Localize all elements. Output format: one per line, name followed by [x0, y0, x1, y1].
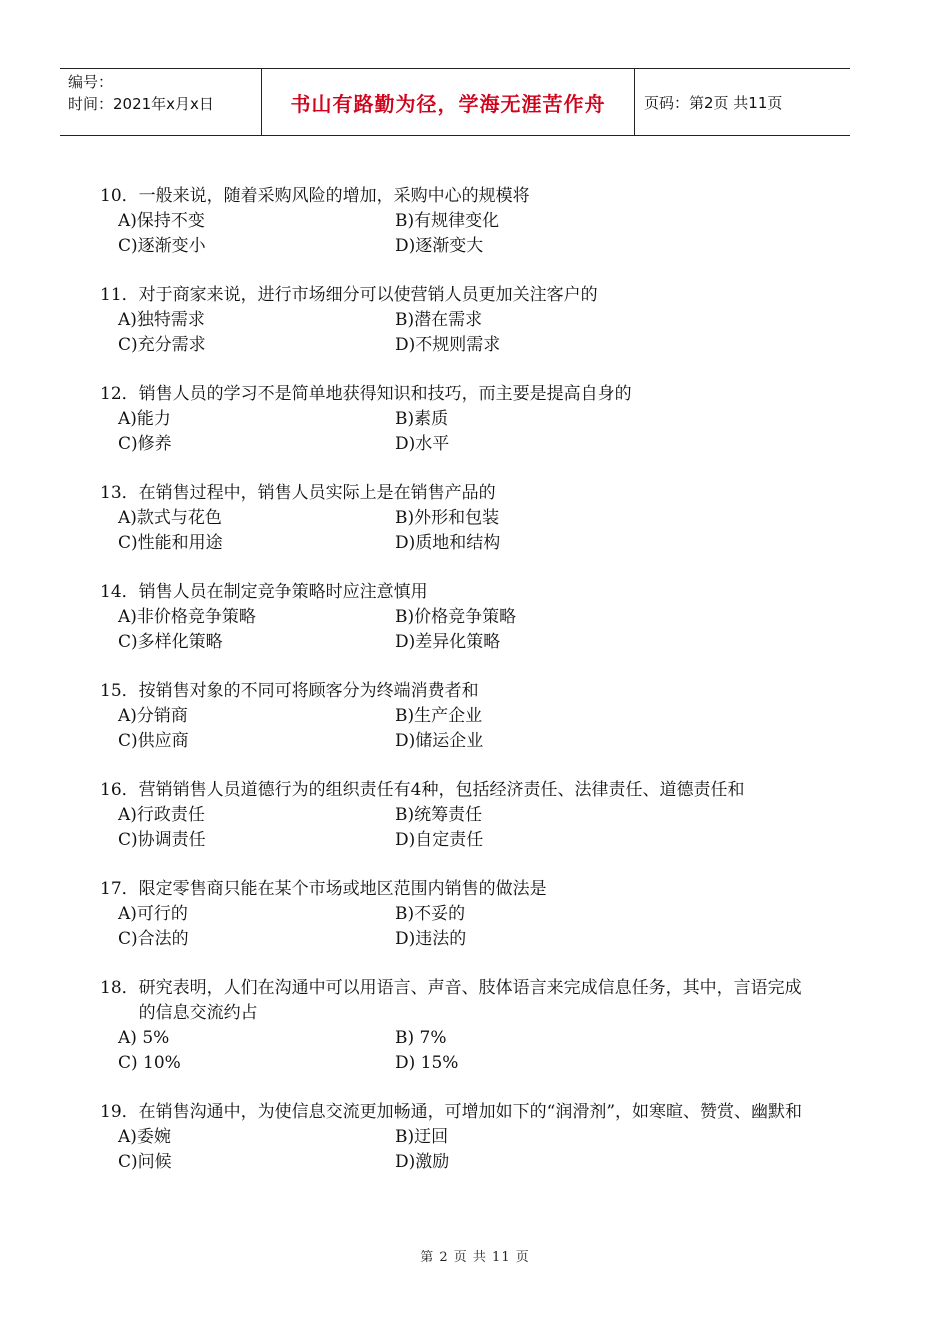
answer-option: A)委婉	[118, 1127, 171, 1147]
question-stem	[100, 580, 820, 605]
header-divider	[261, 69, 262, 135]
question-item	[100, 283, 820, 358]
question-item	[100, 778, 820, 853]
answer-option: D)水平	[395, 434, 450, 454]
option-grid	[118, 308, 820, 358]
answer-option: B)不妥的	[395, 904, 466, 924]
answer-option: C)逐渐变小	[118, 236, 206, 256]
option-grid	[118, 803, 820, 853]
option-grid	[118, 209, 820, 259]
question-stem	[100, 1100, 820, 1125]
answer-option: D)差异化策略	[395, 632, 501, 652]
answer-option: B)迂回	[395, 1127, 449, 1147]
page-footer: 第 2 页 共 11 页	[420, 1250, 530, 1265]
question-list	[100, 184, 820, 1199]
question-stem	[100, 184, 820, 209]
answer-option: C)协调责任	[118, 830, 206, 850]
answer-option: D) 15%	[395, 1053, 459, 1073]
question-text: 研究表明，人们在沟通中可以用语言、声音、肢体语言来完成信息任务，其中，言语完成的信息交流约占	[138, 978, 802, 1023]
answer-option: D)不规则需求	[395, 335, 501, 355]
question-number: 13．	[100, 483, 139, 503]
answer-option: D)违法的	[395, 929, 467, 949]
question-number: 17．	[100, 879, 139, 899]
answer-option: C)充分需求	[118, 335, 206, 355]
question-text: 按销售对象的不同可将顾客分为终端消费者和	[138, 681, 479, 701]
answer-option: C)问候	[118, 1152, 172, 1172]
answer-option: A)分销商	[118, 706, 188, 726]
question-stem	[100, 382, 820, 407]
answer-option: A)非价格竞争策略	[118, 607, 256, 627]
question-stem	[100, 877, 820, 902]
header-meta	[68, 71, 258, 115]
answer-option: D)自定责任	[395, 830, 484, 850]
question-number: 15．	[100, 681, 139, 701]
answer-option: C)合法的	[118, 929, 189, 949]
option-grid	[118, 704, 820, 754]
question-item	[100, 580, 820, 655]
answer-option: A)可行的	[118, 904, 188, 924]
page-header	[60, 68, 850, 136]
header-motto: 书山有路勤为径，学海无涯苦作舟	[290, 91, 606, 116]
question-item	[100, 481, 820, 556]
question-text: 在销售过程中，销售人员实际上是在销售产品的	[138, 483, 496, 503]
question-text: 营销销售人员道德行为的组织责任有4种，包括经济责任、法律责任、道德责任和	[138, 780, 745, 800]
question-stem	[100, 976, 820, 1026]
answer-option: B)素质	[395, 409, 449, 429]
option-grid	[118, 407, 820, 457]
question-text: 限定零售商只能在某个市场或地区范围内销售的做法是	[138, 879, 547, 899]
header-divider	[634, 69, 635, 135]
answer-option: C) 10%	[118, 1053, 181, 1073]
header-page-info: 页码：第2页 共11页	[644, 93, 783, 112]
answer-option: D)质地和结构	[395, 533, 501, 553]
question-item	[100, 1100, 820, 1175]
question-stem	[100, 778, 820, 803]
answer-option: A)行政责任	[118, 805, 205, 825]
answer-option: A)款式与花色	[118, 508, 222, 528]
option-grid	[118, 605, 820, 655]
question-number: 12．	[100, 384, 139, 404]
question-item	[100, 184, 820, 259]
question-text: 销售人员的学习不是简单地获得知识和技巧，而主要是提高自身的	[138, 384, 632, 404]
answer-option: B) 7%	[395, 1028, 447, 1048]
question-text: 对于商家来说，进行市场细分可以使营销人员更加关注客户的	[138, 285, 598, 305]
option-grid	[118, 1125, 820, 1175]
time-label: 时间：2021年x月x日	[68, 95, 214, 113]
answer-option: B)价格竞争策略	[395, 607, 517, 627]
question-number: 16．	[100, 780, 139, 800]
question-stem	[100, 481, 820, 506]
answer-option: D)激励	[395, 1152, 450, 1172]
question-stem	[100, 679, 820, 704]
question-number: 19．	[100, 1102, 139, 1122]
question-text: 在销售沟通中，为使信息交流更加畅通，可增加如下的“润滑剂”，如寒暄、赞赏、幽默和	[138, 1102, 803, 1122]
answer-option: D)逐渐变大	[395, 236, 484, 256]
question-text: 销售人员在制定竞争策略时应注意慎用	[138, 582, 428, 602]
answer-option: D)储运企业	[395, 731, 484, 751]
answer-option: B)生产企业	[395, 706, 483, 726]
question-number: 14．	[100, 582, 139, 602]
question-item	[100, 679, 820, 754]
number-label: 编号：	[68, 73, 114, 91]
question-number: 10．	[100, 186, 139, 206]
question-item	[100, 976, 820, 1076]
answer-option: C)性能和用途	[118, 533, 223, 553]
question-number: 18．	[100, 978, 139, 998]
question-item	[100, 382, 820, 457]
answer-option: B)潜在需求	[395, 310, 483, 330]
answer-option: C)供应商	[118, 731, 189, 751]
answer-option: B)外形和包装	[395, 508, 500, 528]
answer-option: A)独特需求	[118, 310, 205, 330]
answer-option: A)保持不变	[118, 211, 205, 231]
answer-option: B)有规律变化	[395, 211, 500, 231]
question-item	[100, 877, 820, 952]
option-grid	[118, 1026, 820, 1076]
answer-option: A)能力	[118, 409, 171, 429]
answer-option: C)多样化策略	[118, 632, 223, 652]
question-stem	[100, 283, 820, 308]
option-grid	[118, 506, 820, 556]
option-grid	[118, 902, 820, 952]
answer-option: C)修养	[118, 434, 172, 454]
answer-option: A) 5%	[118, 1028, 170, 1048]
question-text: 一般来说，随着采购风险的增加，采购中心的规模将	[138, 186, 530, 206]
question-number: 11．	[100, 285, 139, 305]
answer-option: B)统筹责任	[395, 805, 483, 825]
